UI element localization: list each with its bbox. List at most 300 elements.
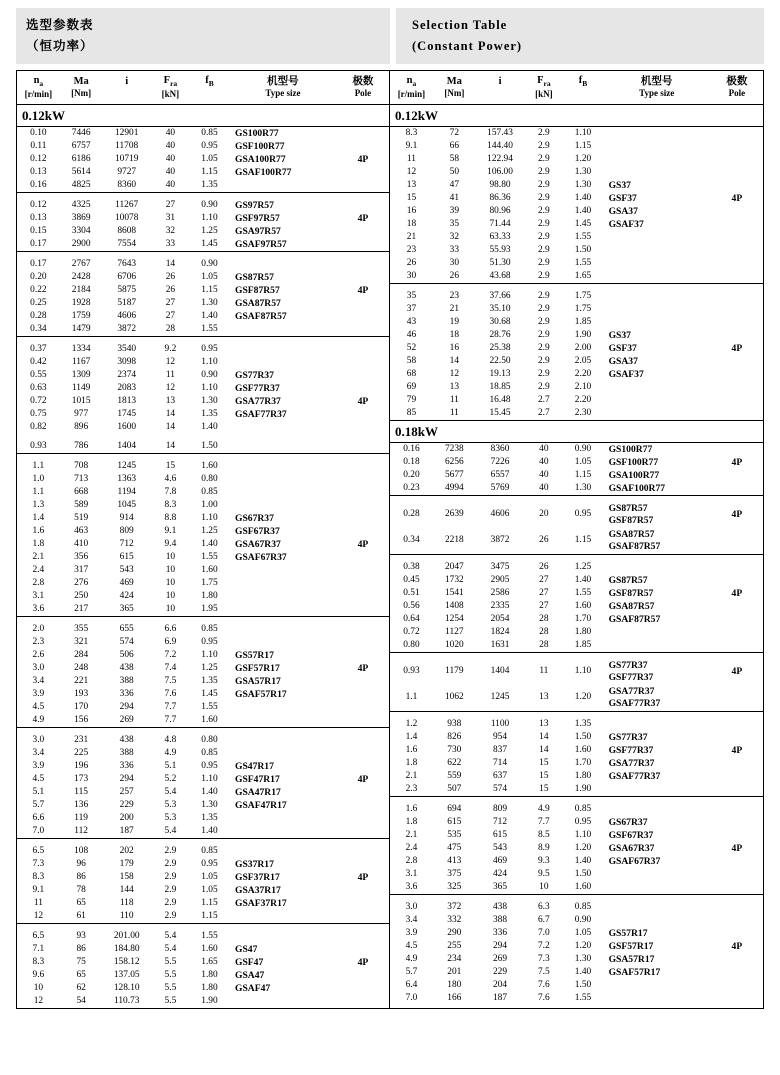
cell-na: 3.9 <box>405 927 418 938</box>
cell-fra: 5.1 <box>164 760 177 771</box>
cell-na: 3.4 <box>32 675 45 686</box>
cell-fb: 1.80 <box>574 626 592 637</box>
cell-i: 954 <box>492 731 508 742</box>
cell-fra: 2.9 <box>537 231 550 242</box>
cell-type <box>603 718 711 731</box>
cell-fb: 2.20 <box>574 394 592 405</box>
cell-fb: 1.80 <box>201 590 218 601</box>
cell-type: GSAF97R57 <box>229 238 337 252</box>
cell-i: 3540 <box>117 343 137 354</box>
cell-i: 574 <box>476 783 524 797</box>
table-row <box>390 153 763 166</box>
cell-i: 438 <box>119 662 134 673</box>
cell-na: 30 <box>390 270 433 284</box>
cell-i: 574 <box>119 636 134 647</box>
cell-na: 11 <box>406 153 416 164</box>
cell-na: 26 <box>406 257 417 268</box>
cell-na: 2.4 <box>32 564 45 575</box>
cell-i: 712 <box>492 816 508 827</box>
cell-type: GS87R57 <box>234 271 274 283</box>
cell-fra: 2.9 <box>537 355 550 366</box>
cell-i: 4606 <box>490 509 510 520</box>
cell-pole <box>337 166 389 179</box>
cell-fra: 5.5 <box>164 956 177 967</box>
cell-fra: 2.7 <box>537 394 550 405</box>
cell-pole <box>711 166 763 179</box>
cell-ma: 96 <box>76 858 86 869</box>
cell-pole <box>337 382 389 395</box>
cell-i: 365 <box>476 881 524 895</box>
cell-i: 11708 <box>115 140 139 151</box>
cell-pole <box>337 199 389 212</box>
cell-fb: 1.10 <box>574 127 592 138</box>
cell-ma: 713 <box>74 473 89 484</box>
table-row <box>17 166 389 179</box>
cell-fb: 1.10 <box>574 829 592 840</box>
cell-i: 469 <box>119 577 134 588</box>
cell-na: 0.42 <box>30 356 47 367</box>
cell-pole <box>711 270 763 284</box>
cell-pole <box>337 238 389 252</box>
cell-i: 7643 <box>117 258 137 269</box>
cell-na: 0.22 <box>30 284 47 295</box>
cell-type: GS37 <box>608 179 631 191</box>
table-row <box>390 469 763 482</box>
cell-fb: 1.30 <box>201 297 218 308</box>
cell-fb: 1.05 <box>201 871 218 882</box>
cell-i: 388 <box>119 675 134 686</box>
cell-na: 0.12 <box>30 199 47 210</box>
cell-fb: 0.85 <box>201 127 218 138</box>
cell-na: 3.0 <box>405 901 418 912</box>
col-header-ma: Ma [Nm] <box>71 75 92 99</box>
cell-na: 1.8 <box>405 757 418 768</box>
cell-i: 30.68 <box>489 316 511 327</box>
cell-ma: 559 <box>447 770 462 781</box>
cell-pole <box>337 995 389 1008</box>
cell-fra: 40 <box>165 153 176 164</box>
cell-fra: 2.9 <box>537 140 550 151</box>
cell-i: 158 <box>119 871 134 882</box>
cell-fb: 1.50 <box>574 731 592 742</box>
table-row <box>17 258 389 271</box>
cell-ma: 1015 <box>71 395 91 406</box>
cell-fb: 1.40 <box>574 205 592 216</box>
cell-fra: 20 <box>539 509 549 520</box>
cell-fra: 5.3 <box>164 812 177 823</box>
cell-i: 187 <box>103 825 151 839</box>
cell-ma: 463 <box>74 525 89 536</box>
cell-i: 365 <box>103 603 151 617</box>
cell-ma: 86 <box>76 871 86 882</box>
cell-ma: 65 <box>76 969 86 980</box>
cell-ma: 193 <box>74 688 89 699</box>
cell-fra: 2.9 <box>537 218 550 229</box>
cell-i: 1404 <box>103 440 151 454</box>
cell-na: 3.9 <box>32 688 45 699</box>
table-row <box>17 199 389 212</box>
cell-ma: 317 <box>74 564 89 575</box>
cell-i: 294 <box>119 701 134 712</box>
cell-pole <box>337 440 389 454</box>
cell-type: GSAF87R57 <box>234 310 287 322</box>
table-row <box>390 192 763 205</box>
cell-na: 0.45 <box>403 574 420 585</box>
cell-fra: 13 <box>524 685 563 712</box>
cell-fb: 1.15 <box>563 528 602 555</box>
cell-fra: 7.4 <box>164 662 177 673</box>
cell-pole <box>337 564 389 577</box>
cell-pole: 4P <box>731 509 743 521</box>
header-right <box>390 8 764 64</box>
cell-i: 2905 <box>490 574 510 585</box>
cell-fb: 1.10 <box>201 356 218 367</box>
cell-fb: 1.25 <box>201 662 218 673</box>
cell-fra: 7.0 <box>537 927 550 938</box>
cell-na: 3.1 <box>32 590 45 601</box>
cell-ma: 93 <box>76 930 86 941</box>
cell-i: 4606 <box>117 310 137 321</box>
table-row <box>390 482 763 496</box>
cell-type <box>603 914 711 927</box>
cell-ma: 4994 <box>433 482 476 496</box>
table-row <box>390 914 763 927</box>
cell-na: 9.1 <box>405 140 418 151</box>
cell-type <box>229 343 337 356</box>
cell-type <box>603 979 711 992</box>
table-row <box>17 512 389 525</box>
cell-fra: 40 <box>539 443 549 454</box>
cell-na: 0.12 <box>30 153 47 164</box>
cell-na: 12 <box>17 910 60 924</box>
cell-fb: 1.95 <box>190 603 229 617</box>
col-header-ma: Ma [Nm] <box>444 75 465 99</box>
table-row <box>390 205 763 218</box>
cell-na: 3.6 <box>390 881 433 895</box>
cell-ma: 32 <box>449 231 460 242</box>
cell-fb: 1.90 <box>574 329 592 340</box>
cell-i: 438 <box>492 901 508 912</box>
cell-i: 3872 <box>476 528 524 555</box>
cell-ma: 166 <box>447 992 462 1003</box>
cell-pole <box>711 770 763 783</box>
cell-i: 11267 <box>115 199 139 210</box>
cell-type: GSF100R77 <box>608 456 659 468</box>
table-row <box>17 956 389 969</box>
cell-type: GSAF67R37 <box>608 855 661 867</box>
cell-fb: 0.85 <box>201 845 218 856</box>
cell-na: 0.10 <box>30 127 47 138</box>
cell-fra: 4.9 <box>537 803 550 814</box>
cell-ma: 6757 <box>71 140 91 151</box>
cell-na: 0.51 <box>403 587 420 598</box>
cell-na: 1.0 <box>32 473 45 484</box>
cell-i: 1194 <box>117 486 136 497</box>
cell-fra: 2.9 <box>537 127 550 138</box>
cell-fb: 1.55 <box>574 992 592 1003</box>
cell-fra: 5.4 <box>164 786 177 797</box>
table-row <box>17 440 389 454</box>
cell-fra: 7.7 <box>537 816 550 827</box>
cell-i: 10078 <box>114 212 139 223</box>
cell-fra: 15 <box>524 783 563 797</box>
cell-fb: 0.95 <box>201 858 218 869</box>
cell-fra: 2.9 <box>537 166 550 177</box>
cell-na: 6.4 <box>405 979 418 990</box>
cell-i: 2054 <box>490 613 510 624</box>
cell-fb: 0.90 <box>201 369 218 380</box>
cell-fra: 12 <box>165 382 176 393</box>
table-row <box>17 714 389 728</box>
cell-ma: 2047 <box>444 561 464 572</box>
cell-type: GSA57R17 <box>234 675 281 687</box>
cell-ma: 730 <box>447 744 462 755</box>
cell-type: GSA97R57 <box>234 225 281 237</box>
cell-pole <box>337 897 389 910</box>
cell-ma: 6256 <box>444 456 464 467</box>
cell-fra: 2.9 <box>164 871 177 882</box>
cell-type: GS87R57 <box>608 574 648 586</box>
cell-fb: 1.05 <box>201 153 218 164</box>
cell-na: 2.8 <box>32 577 45 588</box>
table-row <box>17 734 389 747</box>
cell-na: 7.1 <box>32 943 45 954</box>
cell-na: 8.3 <box>32 956 45 967</box>
cell-type <box>229 590 337 603</box>
cell-fra: 5.4 <box>164 930 177 941</box>
cell-fra: 33 <box>151 238 190 252</box>
cell-pole <box>337 577 389 590</box>
cell-pole <box>337 356 389 369</box>
cell-na: 0.55 <box>30 369 47 380</box>
table-row <box>17 995 389 1008</box>
cell-pole <box>337 734 389 747</box>
cell-i: 25.38 <box>489 342 511 353</box>
cell-fra: 27 <box>539 587 549 598</box>
cell-type: GSAF77R37 <box>234 408 287 420</box>
cell-fra: 7.3 <box>537 953 550 964</box>
cell-pole <box>711 482 763 496</box>
cell-i: 15.45 <box>489 407 511 418</box>
cell-fb: 1.10 <box>201 512 218 523</box>
cell-ma: 1167 <box>71 356 91 367</box>
table-column-right <box>390 71 763 1008</box>
cell-pole <box>711 303 763 316</box>
cell-ma: 108 <box>74 845 89 856</box>
cell-i: 1100 <box>490 718 510 729</box>
cell-i: 336 <box>492 927 508 938</box>
cell-pole <box>337 688 389 701</box>
cell-fra: 10 <box>165 577 176 588</box>
cell-i: 110 <box>103 910 151 924</box>
cell-pole <box>337 930 389 943</box>
cell-i: 257 <box>119 786 134 797</box>
table-row <box>17 525 389 538</box>
table-row <box>17 238 389 252</box>
cell-pole <box>337 126 389 140</box>
cell-pole <box>711 992 763 1005</box>
cell-fb: 1.55 <box>574 231 592 242</box>
col-header-type: 机型号 Type size <box>639 75 675 99</box>
cell-pole <box>711 205 763 218</box>
cell-na: 2.8 <box>405 855 418 866</box>
cell-pole <box>711 394 763 407</box>
cell-pole: 4P <box>357 212 369 224</box>
cell-ma: 248 <box>74 662 89 673</box>
col-header-pole: 极数 Pole <box>352 75 374 99</box>
cell-ma: 668 <box>74 486 89 497</box>
col-header-pole: 极数 Pole <box>726 75 748 99</box>
cell-na: 12 <box>33 995 44 1006</box>
cell-na: 68 <box>406 368 417 379</box>
table-row <box>17 747 389 760</box>
table-row <box>17 499 389 512</box>
col-header-i: i <box>125 75 129 87</box>
cell-ma: 1334 <box>71 343 91 354</box>
cell-type: GSA87R57 <box>234 297 281 309</box>
cell-fra: 26 <box>165 284 176 295</box>
cell-fra: 40 <box>165 166 176 177</box>
cell-na: 2.4 <box>405 842 418 853</box>
cell-fra: 40 <box>165 140 176 151</box>
cell-fra: 2.9 <box>151 910 190 924</box>
cell-type <box>603 901 711 914</box>
cell-fb: 1.60 <box>201 564 218 575</box>
cell-na: 2.3 <box>390 783 433 797</box>
cell-type <box>603 231 711 244</box>
cell-fra: 9.3 <box>537 855 550 866</box>
cell-ma: 14 <box>449 355 460 366</box>
cell-i: 388 <box>119 747 134 758</box>
cell-fra: 2.7 <box>537 407 550 418</box>
cell-fra: 7.7 <box>151 714 190 728</box>
cell-na: 1.8 <box>405 816 418 827</box>
cell-i: 1745 <box>117 408 137 419</box>
cell-ma: 4325 <box>71 199 91 210</box>
cell-fb: 0.95 <box>201 636 218 647</box>
cell-fb: 0.95 <box>201 760 218 771</box>
cell-i: 269 <box>103 714 151 728</box>
table-row <box>17 662 389 675</box>
table-row <box>390 574 763 587</box>
cell-na: 0.16 <box>17 179 60 193</box>
cell-ma: 356 <box>74 551 89 562</box>
cell-ma: 173 <box>74 773 89 784</box>
cell-fb: 0.90 <box>574 443 592 454</box>
cell-fb: 1.60 <box>190 714 229 728</box>
table-row <box>390 966 763 979</box>
cell-type <box>603 803 711 816</box>
header-subtitle-cn: （恒功率） <box>26 38 94 53</box>
cell-ma: 65 <box>76 897 86 908</box>
cell-fra: 10 <box>151 603 190 617</box>
cell-pole <box>337 408 389 421</box>
cell-na: 4.5 <box>32 701 45 712</box>
cell-fb: 1.05 <box>201 884 218 895</box>
table-row <box>390 166 763 179</box>
table-left <box>17 71 389 1008</box>
cell-ma: 12 <box>449 368 460 379</box>
cell-i: 184.80 <box>113 943 140 954</box>
cell-na: 0.16 <box>403 443 420 454</box>
cell-ma: 3869 <box>71 212 91 223</box>
cell-na: 0.38 <box>403 561 420 572</box>
cell-pole <box>337 525 389 538</box>
cell-fb: 1.75 <box>574 290 592 301</box>
cell-na: 5.7 <box>405 966 418 977</box>
cell-na: 23 <box>406 244 417 255</box>
table-row <box>390 927 763 940</box>
cell-i: 122.94 <box>487 153 513 164</box>
cell-pole <box>337 714 389 728</box>
cell-fb: 1.40 <box>574 855 592 866</box>
cell-fra: 40 <box>151 179 190 193</box>
cell-pole <box>711 803 763 816</box>
cell-ma: 255 <box>447 940 462 951</box>
cell-type <box>229 499 337 512</box>
cell-ma: 50 <box>449 166 460 177</box>
cell-fb: 1.60 <box>563 881 602 895</box>
cell-pole: 4P <box>731 842 743 854</box>
cell-na: 35 <box>406 290 417 301</box>
cell-i: 424 <box>492 868 508 879</box>
cell-fra: 7.2 <box>164 649 177 660</box>
cell-pole <box>337 225 389 238</box>
cell-i: 6706 <box>117 271 137 282</box>
cell-i: 1245 <box>117 460 137 471</box>
table-row <box>390 329 763 342</box>
cell-fra: 8.3 <box>164 499 177 510</box>
section-title: 0.12kW <box>17 104 389 126</box>
cell-fb: 0.90 <box>574 914 592 925</box>
cell-fb: 1.55 <box>201 551 218 562</box>
cell-fb: 1.05 <box>574 927 592 938</box>
table-row <box>390 270 763 284</box>
cell-i: 12901 <box>114 127 139 138</box>
col-header-fb: $f_B$ <box>578 75 588 89</box>
cell-type <box>229 486 337 499</box>
table-row <box>390 442 763 456</box>
cell-pole <box>711 179 763 192</box>
cell-fb: 1.30 <box>574 166 592 177</box>
cell-type: GSF87R57 <box>234 284 280 296</box>
cell-na: 1.6 <box>405 803 418 814</box>
cell-fb: 2.30 <box>574 407 592 418</box>
cell-na: 58 <box>406 355 417 366</box>
cell-na: 3.1 <box>405 868 418 879</box>
cell-na: 0.17 <box>17 238 60 252</box>
table-row <box>17 179 389 193</box>
cell-fra: 5.5 <box>164 995 177 1006</box>
cell-fb: 1.40 <box>201 421 218 432</box>
cell-ma: 2218 <box>433 528 476 555</box>
cell-fra: 2.9 <box>537 381 550 392</box>
cell-type: GSF97R57 <box>234 212 280 224</box>
cell-na: 16 <box>406 205 417 216</box>
table-row <box>390 639 763 653</box>
cell-pole <box>337 512 389 525</box>
cell-na: 2.3 <box>32 636 45 647</box>
cell-type: GSA77R37 <box>234 395 281 407</box>
cell-pole: 4P <box>731 940 743 952</box>
cell-i: 1813 <box>117 395 137 406</box>
cell-i: 22.50 <box>489 355 511 366</box>
cell-ma: 1479 <box>60 323 103 337</box>
cell-fra: 27 <box>539 600 549 611</box>
cell-i: 43.68 <box>476 270 524 284</box>
cell-type: GSF67R37 <box>608 829 654 841</box>
table-row <box>17 382 389 395</box>
